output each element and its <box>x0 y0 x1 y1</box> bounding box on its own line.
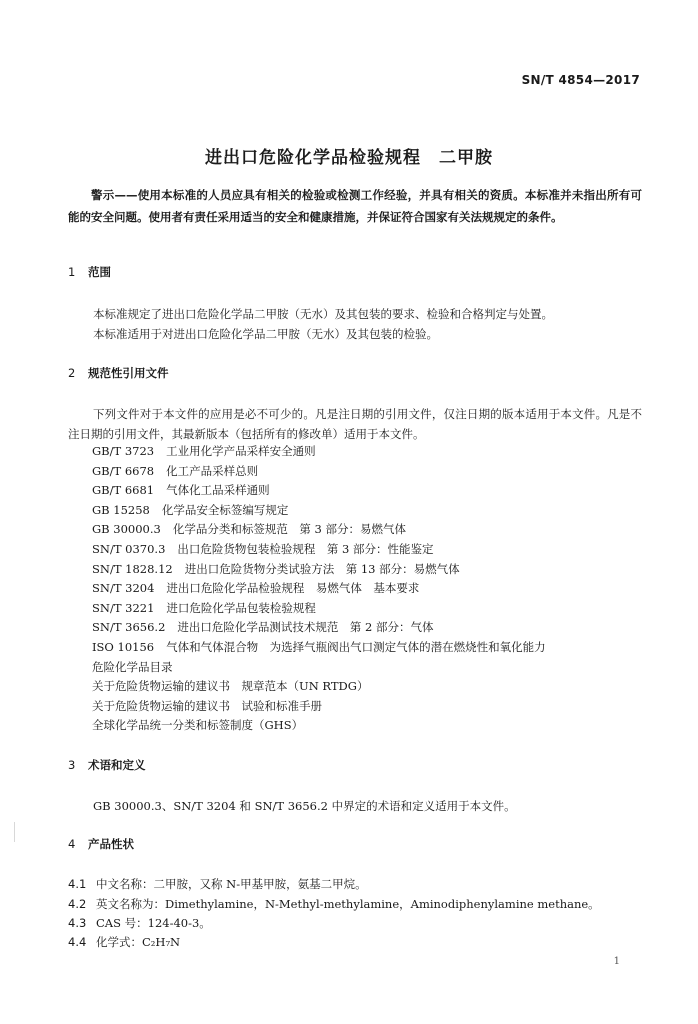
section-3-heading <box>68 757 146 773</box>
item-number: 4.2 <box>68 897 87 911</box>
reference-list <box>92 442 652 736</box>
reference-title: 气体和气体混合物 为选择气瓶阀出气口测定气体的潜在燃烧性和氧化能力 <box>166 639 546 654</box>
reference-item <box>92 638 652 658</box>
item-text: 英文名称为：Dimethylamine，N-Methyl-methylamine，Aminodiphenylamine methane。 <box>96 897 600 911</box>
reference-item <box>92 677 652 697</box>
property-item <box>68 915 211 931</box>
reference-item <box>92 481 652 501</box>
standard-code: SN/T 4854—2017 <box>521 73 640 87</box>
reference-title: 化工产品采样总则 <box>166 463 259 478</box>
warning-paragraph: 警示——使用本标准的人员应具有相关的检验或检测工作经验，并具有相关的资质。本标准并未指出所有可能的安全问题。使用者有责任采用适当的安全和健康措施，并保证符合国家有关法规规定的条件。 <box>68 188 642 224</box>
document-title: 进出口危险化学品检验规程 二甲胺 <box>205 148 493 168</box>
reference-code: SN/T 3221 <box>92 600 155 615</box>
reference-item <box>92 697 652 717</box>
reference-item <box>92 618 652 638</box>
reference-code: SN/T 0370.3 <box>92 541 166 556</box>
section-4-heading <box>68 836 134 852</box>
reference-item <box>92 540 652 560</box>
item-text: CAS 号：124-40-3。 <box>96 916 211 930</box>
section-title: 范围 <box>88 265 111 279</box>
reference-title: 关于危险货物运输的建议书 试验和标准手册 <box>92 698 322 713</box>
reference-title: 进出口危险货物分类试验方法 第 13 部分：易燃气体 <box>184 561 460 576</box>
reference-item <box>92 442 652 462</box>
property-item <box>68 934 180 950</box>
reference-item <box>92 520 652 540</box>
property-item <box>68 896 600 912</box>
page-number: 1 <box>613 956 620 967</box>
scope-paragraph-1: 本标准规定了进出口危险化学品二甲胺（无水）及其包装的要求、检验和合格判定与处置。 <box>93 307 553 321</box>
item-text: 化学式：C₂H₇N <box>96 935 181 949</box>
reference-code: GB 15258 <box>92 502 150 517</box>
section-title: 规范性引用文件 <box>88 366 169 380</box>
reference-title: 化学品安全标签编写规定 <box>161 502 289 517</box>
item-number: 4.4 <box>68 935 87 949</box>
reference-code: ISO 10156 <box>92 639 155 654</box>
reference-title: 进口危险化学品包装检验规程 <box>166 600 316 615</box>
reference-title: 进出口危险化学品测试技术规范 第 2 部分：气体 <box>177 620 434 635</box>
section-title: 术语和定义 <box>88 758 146 772</box>
section-number: 3 <box>68 758 76 772</box>
reference-code: SN/T 1828.12 <box>92 561 173 576</box>
reference-title: 全球化学品统一分类和标签制度（GHS） <box>92 718 304 733</box>
reference-title: 工业用化学产品采样安全通则 <box>166 444 316 458</box>
reference-code: GB/T 6681 <box>92 483 155 498</box>
reference-title: 关于危险货物运输的建议书 规章范本（UN RTDG） <box>92 679 369 694</box>
scan-artifact <box>14 822 15 842</box>
reference-title: 出口危险货物包装检验规程 第 3 部分：性能鉴定 <box>177 541 434 556</box>
section-1-heading <box>68 264 111 280</box>
reference-code: SN/T 3656.2 <box>92 620 166 635</box>
references-intro: 下列文件对于本文件的应用是必不可少的。凡是注日期的引用文件，仅注日期的版本适用于本文件。凡是不注日期的引用文件，其最新版本（包括所有的修改单）适用于本文件。 <box>68 407 642 441</box>
section-number: 2 <box>68 366 76 380</box>
reference-item <box>92 579 652 599</box>
reference-item <box>92 462 652 482</box>
reference-title: 危险化学品目录 <box>92 659 173 674</box>
terms-paragraph: GB 30000.3、SN/T 3204 和 SN/T 3656.2 中界定的术语和定义适用于本文件。 <box>93 799 516 813</box>
item-number: 4.1 <box>68 877 87 891</box>
reference-item <box>92 658 652 678</box>
reference-code: GB/T 6678 <box>92 463 155 478</box>
reference-item <box>92 501 652 521</box>
item-text: 中文名称：二甲胺，又称 N-甲基甲胺，氨基二甲烷。 <box>96 877 367 891</box>
item-number: 4.3 <box>68 916 87 930</box>
section-number: 1 <box>68 265 76 279</box>
reference-item <box>92 716 652 736</box>
scope-paragraph-2: 本标准适用于对进出口危险化学品二甲胺（无水）及其包装的检验。 <box>93 327 438 341</box>
reference-title: 进出口危险化学品检验规程 易燃气体 基本要求 <box>166 581 420 596</box>
reference-code: SN/T 3204 <box>92 581 155 596</box>
property-item <box>68 876 367 892</box>
reference-code: GB 30000.3 <box>92 522 161 537</box>
reference-title: 化学品分类和标签规范 第 3 部分：易燃气体 <box>172 522 406 537</box>
section-title: 产品性状 <box>88 837 134 851</box>
section-2-heading <box>68 365 169 381</box>
section-number: 4 <box>68 837 76 851</box>
reference-code: GB/T 3723 <box>92 444 155 458</box>
reference-item <box>92 560 652 580</box>
reference-item <box>92 599 652 619</box>
reference-title: 气体化工品采样通则 <box>166 483 270 498</box>
